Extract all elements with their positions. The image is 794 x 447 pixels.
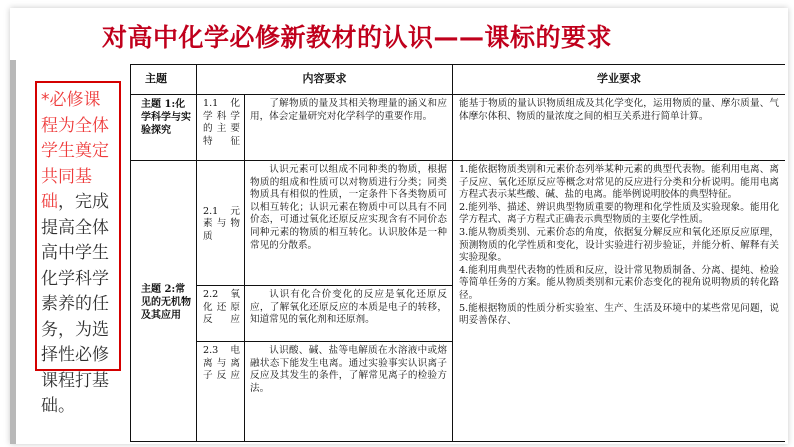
content-1-1: 了解物质的量及其相关物理量的涵义和应用，体会定量研究对化学科学的重要作用。	[245, 95, 453, 161]
requirement-2-item: 5.能根据物质的性质分析实验室、生产、生活及环境中的某些常见问题，说明妥善保存、	[459, 302, 779, 327]
subtopic-2-3: 2.3 电离与离子反应	[197, 342, 245, 442]
requirement-1: 能基于物质的量认识物质组成及其化学变化，运用物质的量、摩尔质量、气体摩尔体积、物质的量浓度之间的相互关系进行简单计算。	[453, 95, 786, 161]
table-row	[131, 161, 786, 286]
requirement-2	[453, 161, 786, 442]
content-2-2: 认识有化合价变化的反应是氧化还原反应，了解氧化还原反应的本质是电子的转移，知道常见的氧化剂和还原剂。	[245, 286, 453, 342]
header-requirement: 学业要求	[453, 65, 786, 95]
content-2-3: 认识酸、碱、盐等电解质在水溶液中或熔融状态下能发生电离。通过实验事实认识离子反应及其发生的条件，了解常见离子的检验方法。	[245, 342, 453, 442]
note-box	[35, 81, 121, 416]
header-content: 内容要求	[197, 65, 453, 95]
note-text: ，完成提高全体高中学生化学科学素养的任务，为选择性必修课程打基础。	[41, 192, 109, 416]
requirement-2-item: 2.能列举、描述、辨识典型物质重要的物理和化学性质及实验现象。能用化学方程式、离子方程式正确表示典型物质的主要化学性质。	[459, 201, 779, 226]
curriculum-table-container	[130, 64, 785, 445]
subtopic-1-1: 1.1 化学科学的主要特征	[197, 95, 245, 161]
requirement-2-item: 3.能从物质类别、元素价态的角度，依据复分解反应和氧化还原反应原理，预测物质的化学性质和变化，设计实验进行初步验证，并能分析、解释有关实验现象。	[459, 226, 779, 264]
left-accent-bar	[10, 60, 16, 444]
topic-2-cell: 主题 2:常见的无机物及其应用	[131, 161, 197, 442]
header-topic: 主题	[131, 65, 197, 95]
note-highlight: *必修课程为全体学生奠定共同基础	[41, 90, 109, 212]
requirement-2-item: 1.能依据物质类别和元素价态列举某种元素的典型代表物。能利用电离、离子反应、氧化还原反应等概念对常见的反应进行分类和分析说明。能用电离方程式表示某些酸、碱、盐的电离。能举例说明胶体的典型特征。	[459, 164, 779, 201]
requirement-2-item: 4.能利用典型代表物的性质和反应，设计常见物质制备、分离、提纯、检验等简单任务的方案。能从物质类别和元素价态变化的视角说明物质的转化路径。	[459, 264, 779, 301]
curriculum-table	[130, 64, 785, 442]
subtopic-2-1: 2.1 元素与物质	[197, 161, 245, 286]
topic-1-cell: 主题 1:化学科学与实验探究	[131, 95, 197, 161]
table-header-row	[131, 65, 786, 95]
subtopic-2-2: 2.2 氧化还原反应	[197, 286, 245, 342]
table-row	[131, 95, 786, 161]
content-2-1: 认识元素可以组成不同种类的物质，根据物质的组成和性质可以对物质进行分类；同类物质具有相似的性质，一定条件下各类物质可以相互转化；认识元素在物质中可以具有不同价态，可通过氧化还原反应实现含有不同价态同种元素的物质的相互转化。认识胶体是一种常见的分散系。	[245, 161, 453, 286]
slide-title: 对高中化学必修新教材的认识——课标的要求	[102, 23, 613, 52]
